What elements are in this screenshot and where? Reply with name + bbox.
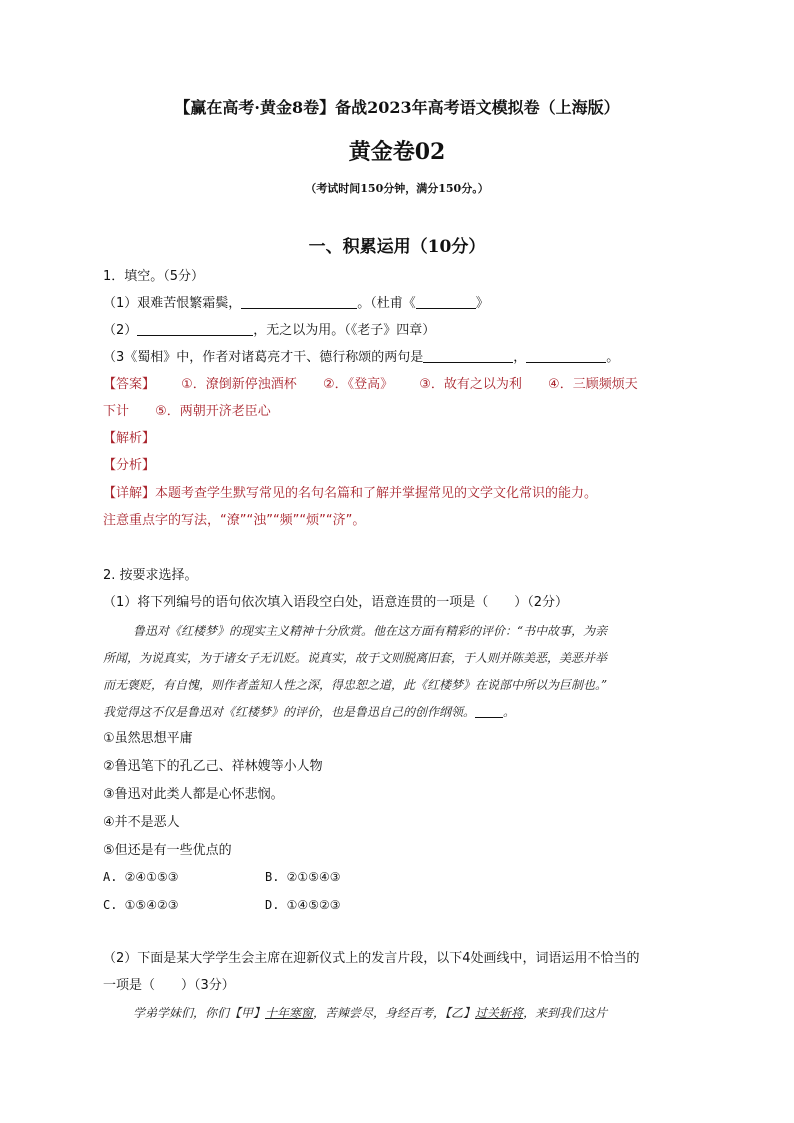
q1-line3-text-a: （3《蜀相》中，作者对诸葛亮才干、德行称颂的两句是 — [103, 350, 424, 365]
q1-line3-text-b: ， — [513, 350, 527, 365]
option-d: D. ①④⑤②③ — [265, 898, 341, 912]
q1-line1-text-a: （1）艰难苦恨繁霜鬓， — [103, 296, 242, 311]
option-c: C. ①⑤④②③ — [103, 898, 179, 912]
analysis-label: 【解析】 — [103, 431, 156, 446]
q1-line2-text-b: ，无之以为用。（《老子》四章） — [253, 323, 436, 338]
answer-item: ⑤．两朝开济老臣心 — [155, 404, 271, 419]
answer-blank — [475, 704, 503, 718]
passage-line — [103, 699, 693, 726]
q2-sub2-line1: （2）下面是某大学学生会主席在迎新仪式上的发言片段，以下4处画线中，词语运用不恰当的 — [103, 951, 640, 966]
answer-item: ①．潦倒新停浊酒杯 — [181, 377, 297, 392]
passage-period: 。 — [503, 705, 516, 719]
list-item: ③鲁迅对此类人都是心怀悲悯。 — [103, 787, 284, 802]
list-item: ⑤但还是有一些优点的 — [103, 843, 232, 858]
underlined-phrase: 过关斩将 — [475, 1006, 524, 1020]
answer-blank — [137, 322, 253, 336]
speech-text: ，苦辣尝尽，身经百考，【乙】 — [313, 1006, 476, 1020]
q1-line1 — [103, 295, 489, 313]
underlined-phrase: 十年寒窗 — [265, 1006, 314, 1020]
answer-continuation: 下计 — [103, 404, 130, 419]
passage-line: 鲁迅对《红楼梦》的现实主义精神十分欣赏。他在这方面有精彩的评价：“书中故事，为亲 — [133, 624, 608, 638]
detail-text: 【详解】本题考查学生默写常见的名句名篇和了解并掌握常见的文学文化常识的能力。 — [103, 486, 598, 501]
q2-sub2-line2: 一项是（ ）（3分） — [103, 978, 235, 993]
section-heading: 一、积累运用（10分） — [308, 237, 486, 257]
q1-line1-text-c: 》 — [475, 296, 489, 311]
note-text: 注意重点字的写法，“潦”“浊”“频”“烦”“济”。 — [103, 513, 366, 528]
answer-blank — [241, 295, 357, 309]
list-item: ①虽然思想平庸 — [103, 731, 193, 746]
passage-line: 所闻，为说真实，为于诸女子无讥贬。说真实，故于文则脱离旧套，于人则并陈美恶，美恶并举 — [103, 651, 608, 665]
q1-line2-text-a: （2） — [103, 323, 138, 338]
option-b: B. ②①⑤④③ — [265, 870, 341, 884]
q1-line3-text-c: 。 — [606, 350, 620, 365]
list-item: ②鲁迅笔下的孔乙己、祥林嫂等小人物 — [103, 759, 323, 774]
passage-line: 而无褒贬，有自愧，则作者盖知人性之深，得忠恕之道，此《红楼梦》在说部中所以为巨制也。” — [103, 678, 608, 692]
answer-item: ④．三顾频烦天 — [548, 377, 638, 392]
answer-item: ②．《登高》 — [322, 377, 394, 392]
answer-blank — [526, 349, 606, 363]
option-a: A. ②④①⑤③ — [103, 870, 179, 884]
answer-item: ③．故有之以为利 — [419, 377, 522, 392]
document-title: 【赢在高考·黄金8卷】备战2023年高考语文模拟卷（上海版） — [174, 98, 620, 117]
q1-line1-text-b: 。（杜甫《 — [357, 296, 416, 311]
speech-text: 学弟学妹们，你们【甲】 — [133, 1006, 266, 1020]
paper-name: 黄金卷02 — [348, 139, 446, 165]
q1-line2 — [103, 322, 435, 340]
list-item: ④并不是恶人 — [103, 815, 180, 830]
answer-blank — [416, 295, 476, 309]
passage-text: 我觉得这不仅是鲁迅对《红楼梦》的评价，也是鲁迅自己的创作纲领。 — [103, 705, 476, 719]
q1-stem: 1．填空。（5分） — [103, 269, 205, 284]
answer-blank — [423, 349, 513, 363]
q2-sub1: （1）将下列编号的语句依次填入语段空白处，语意连贯的一项是（ ）（2分） — [103, 595, 569, 610]
q1-line3 — [103, 349, 619, 367]
q2-stem: 2. 按要求选择。 — [103, 568, 198, 583]
exam-info: （考试时间150分钟，满分150分。） — [305, 182, 489, 195]
answer-line-2 — [103, 403, 293, 421]
answer-line — [103, 376, 660, 394]
fenxi-label: 【分析】 — [103, 458, 156, 473]
speech-line — [103, 1000, 693, 1027]
speech-text: ，来到我们这片 — [523, 1006, 608, 1020]
answer-label: 【答案】 — [103, 377, 156, 392]
